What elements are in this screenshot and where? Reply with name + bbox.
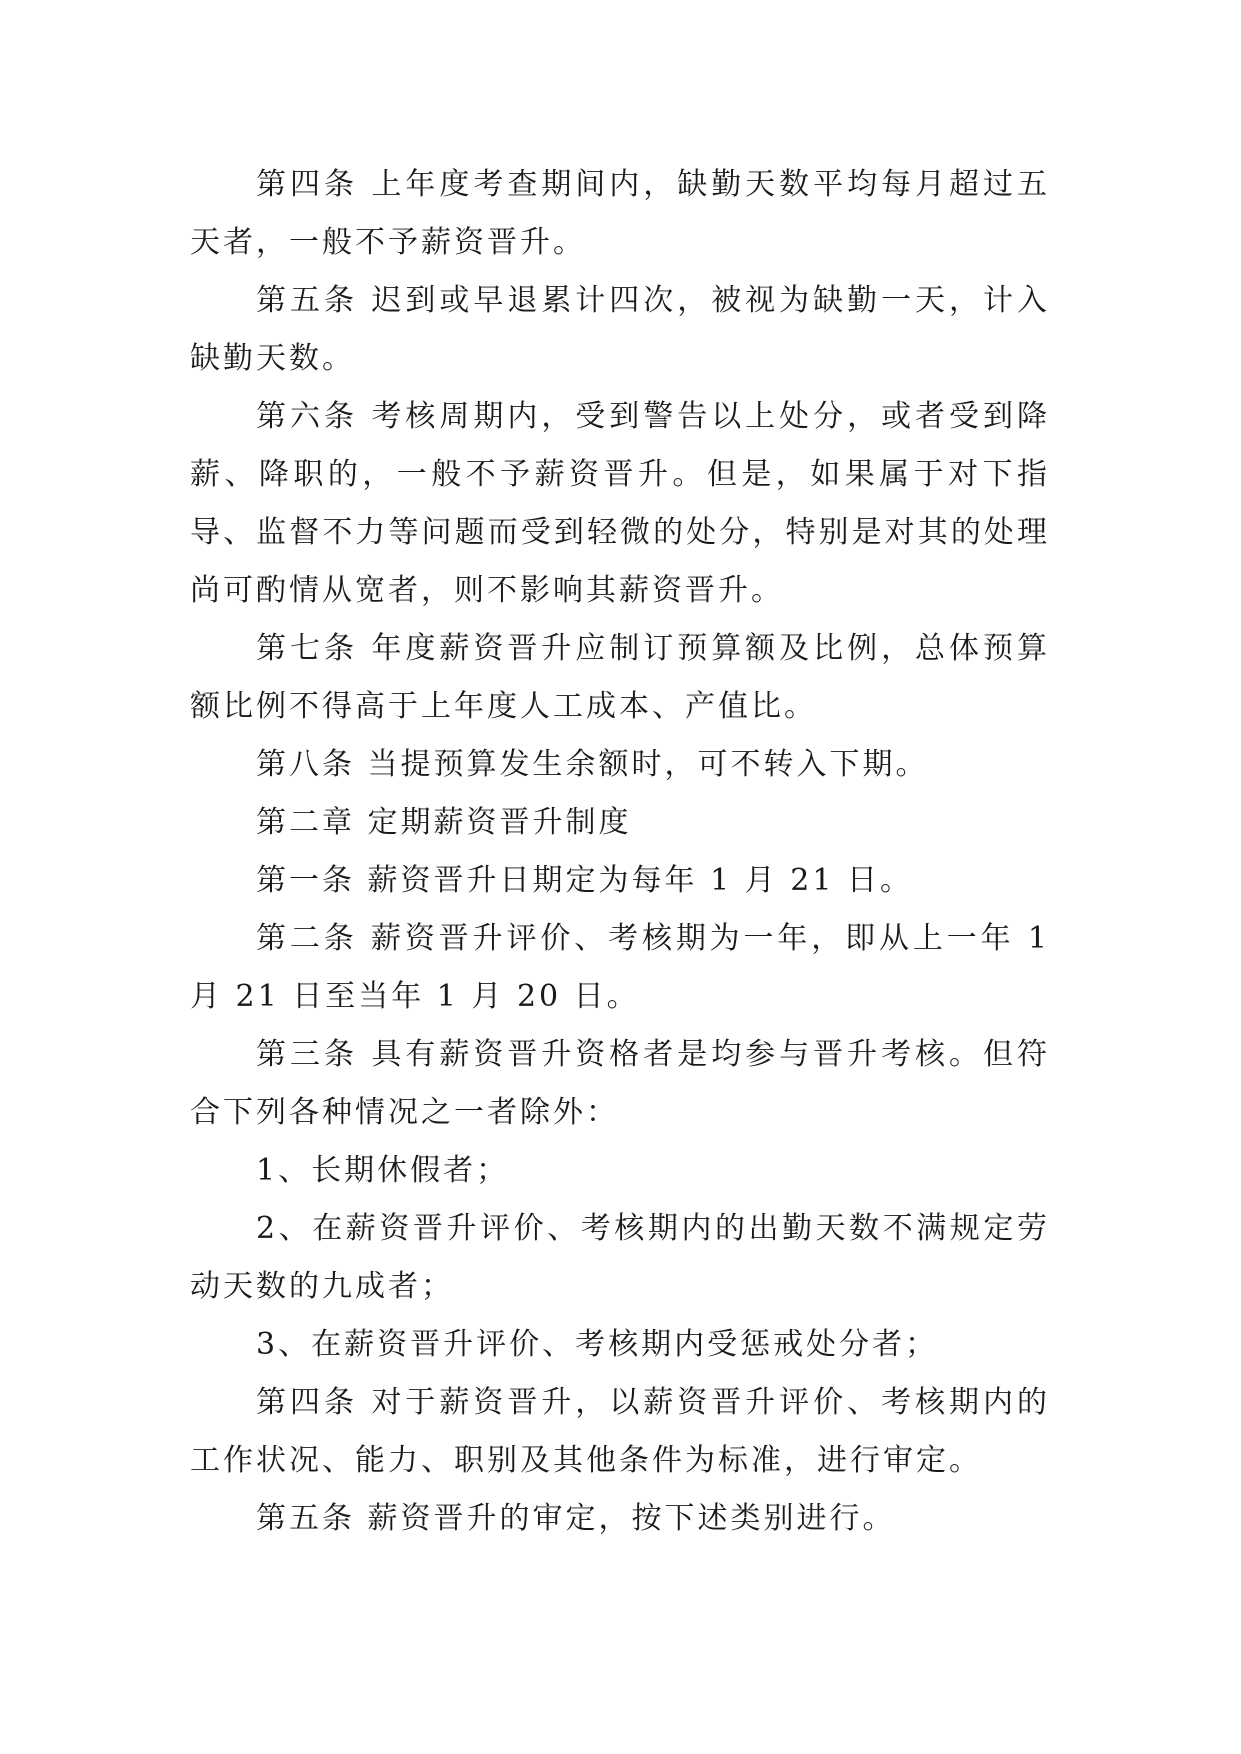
- document-body: [190, 156, 1050, 1548]
- list-item-3: 3、在薪资晋升评价、考核期内受惩戒处分者；: [256, 1327, 939, 1362]
- list-item-2: 2、在薪资晋升评价、考核期内的出勤天数不满规定劳动天数的九成者；: [190, 1211, 1050, 1304]
- chapter-heading: 第二章 定期薪资晋升制度: [256, 805, 632, 840]
- paragraph-article-5: 第五条 迟到或早退累计四次，被视为缺勤一天，计入缺勤天数。: [190, 283, 1050, 376]
- paragraph-article-7: 第七条 年度薪资晋升应制订预算额及比例，总体预算额比例不得高于上年度人工成本、产值比。: [190, 631, 1050, 724]
- list-item-1: 1、长期休假者；: [256, 1153, 510, 1188]
- paragraph-ch2-article-5: 第五条 薪资晋升的审定，按下述类别进行。: [256, 1501, 896, 1536]
- paragraph-ch2-article-4: 第四条 对于薪资晋升，以薪资晋升评价、考核期内的工作状况、能力、职别及其他条件为标准，进行审定。: [190, 1385, 1050, 1478]
- paragraph-ch2-article-3: 第三条 具有薪资晋升资格者是均参与晋升考核。但符合下列各种情况之一者除外：: [190, 1037, 1050, 1130]
- paragraph-article-4: 第四条 上年度考查期间内，缺勤天数平均每月超过五天者，一般不予薪资晋升。: [190, 167, 1050, 260]
- paragraph-ch2-article-2: 第二条 薪资晋升评价、考核期为一年，即从上一年 1 月 21 日至当年 1 月 20 日。: [190, 921, 1050, 1014]
- paragraph-ch2-article-1: 第一条 薪资晋升日期定为每年 1 月 21 日。: [256, 863, 913, 898]
- paragraph-article-6: 第六条 考核周期内，受到警告以上处分，或者受到降薪、降职的，一般不予薪资晋升。但是，如果属于对下指导、监督不力等问题而受到轻微的处分，特别是对其的处理尚可酌情从宽者，则不影响其薪资晋升。: [190, 399, 1050, 608]
- paragraph-article-8: 第八条 当提预算发生余额时，可不转入下期。: [256, 747, 929, 782]
